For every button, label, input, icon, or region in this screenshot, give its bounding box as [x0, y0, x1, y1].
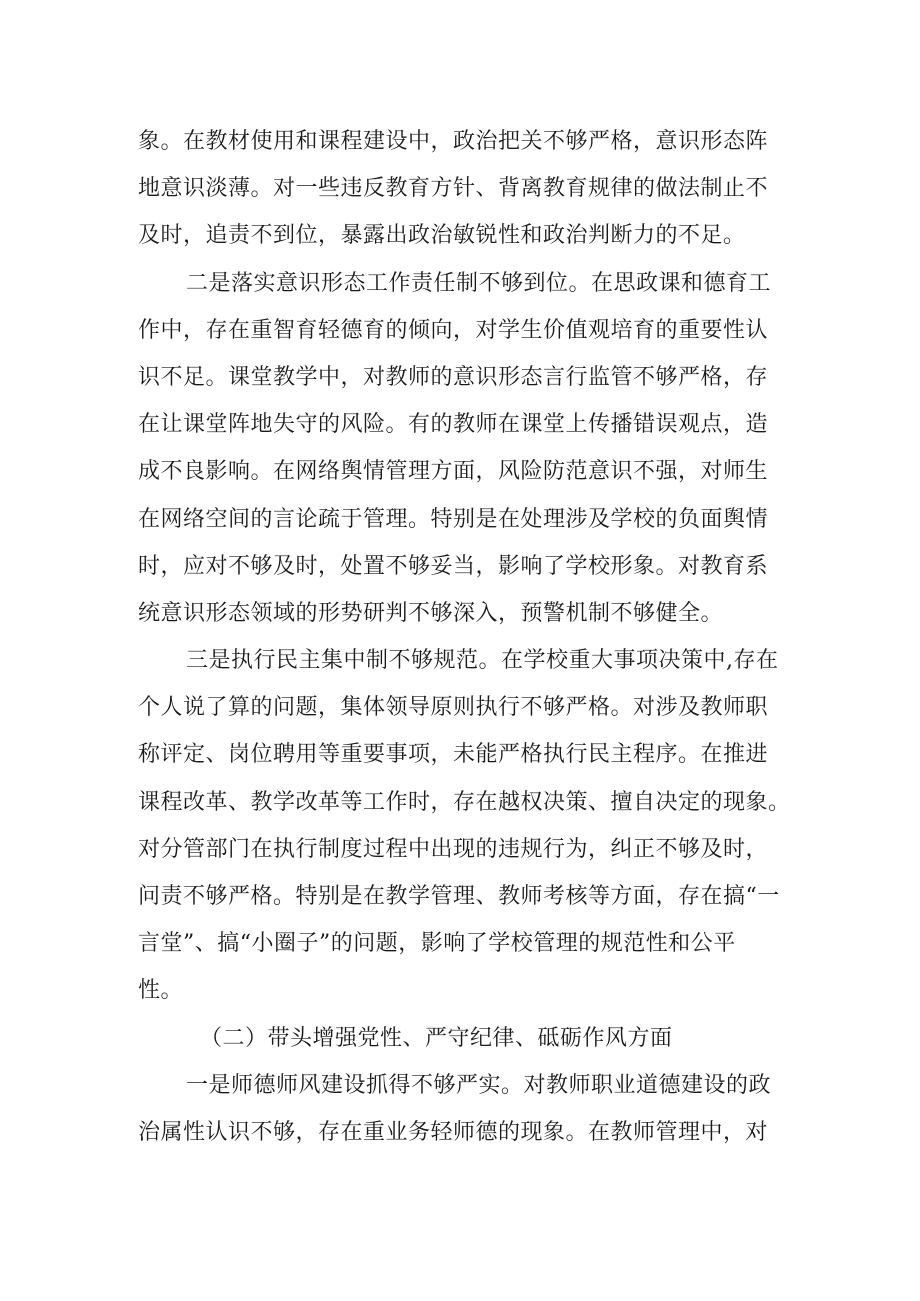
text-line: 对分管部门在执行制度过程中出现的违规行为，纠正不够及时， — [138, 836, 769, 862]
text-line: 二是落实意识形态工作责任制不够到位。在思政课和德育工 — [186, 270, 772, 296]
text-line: 时，应对不够及时，处置不够妥当，影响了学校形象。对教育系 — [138, 553, 769, 579]
text-line: 课程改革、教学改革等工作时，存在越权决策、擅自决定的现象。 — [138, 789, 791, 815]
paragraph-continuation — [138, 118, 800, 260]
text-line: 性。 — [138, 978, 184, 1004]
paragraph-point-1 — [138, 1062, 800, 1156]
text-line: 成不良影响。在网络舆情管理方面，风险防范意识不强，对师生 — [138, 459, 769, 485]
text-line: 治属性认识不够，存在重业务轻师德的现象。在教师管理中，对 — [138, 1119, 769, 1145]
text-line: 称评定、岗位聘用等重要事项，未能严格执行民主程序。在推进 — [138, 742, 769, 768]
text-line: 统意识形态领域的形势研判不够深入，预警机制不够健全。 — [138, 600, 724, 626]
text-line: 象。在教材使用和课程建设中，政治把关不够严格，意识形态阵 — [138, 129, 769, 154]
text-line: 三是执行民主集中制不够规范。在学校重大事项决策中,存在 — [186, 648, 779, 674]
text-line: 及时，追责不到位，暴露出政治敏锐性和政治判断力的不足。 — [138, 223, 746, 249]
paragraph-point-3 — [138, 637, 800, 1015]
text-line: 识不足。课堂教学中，对教师的意识形态言行监管不够严格，存 — [138, 364, 769, 390]
document-body — [138, 118, 800, 1156]
paragraph-point-2 — [138, 260, 800, 638]
text-line: 问责不够严格。特别是在教学管理、教师考核等方面，存在搞“一 — [138, 884, 780, 909]
text-line: 个人说了算的问题，集体领导原则执行不够严格。对涉及教师职 — [138, 695, 769, 721]
text-line: 作中，存在重智育轻德育的倾向，对学生价值观培育的重要性认 — [138, 317, 769, 343]
text-line: 地意识淡薄。对一些违反教育方针、背离教育规律的做法制止不 — [138, 176, 769, 202]
text-line: 在让课堂阵地失守的风险。有的教师在课堂上传播错误观点，造 — [138, 412, 769, 438]
text-line: 言堂”、搞“小圈子”的问题，影响了学校管理的规范性和公平 — [138, 931, 736, 957]
text-line: 一是师德师风建设抓得不够严实。对教师职业道德建设的政 — [186, 1072, 772, 1098]
section-heading-text: （二）带头增强党性、严守纪律、砥砺作风方面 — [200, 1025, 673, 1051]
section-heading — [138, 1015, 800, 1062]
text-line: 在网络空间的言论疏于管理。特别是在处理涉及学校的负面舆情 — [138, 506, 769, 532]
